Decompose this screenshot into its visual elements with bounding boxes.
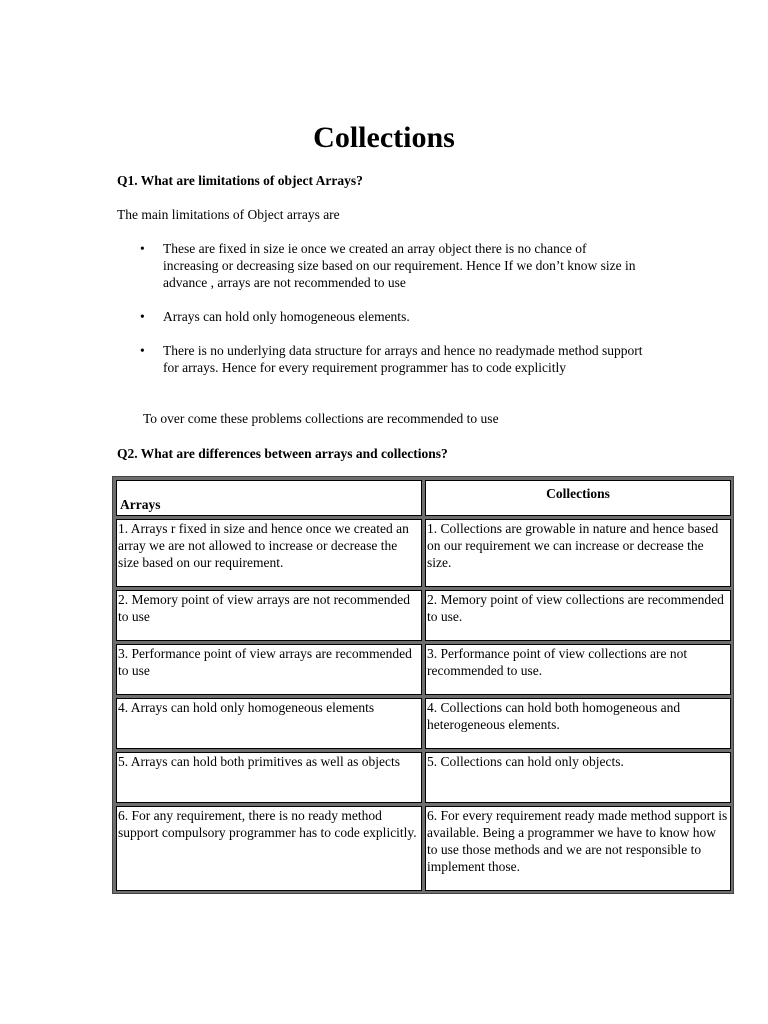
table-header-arrays — [116, 480, 422, 516]
bullet-item-1 — [140, 240, 640, 292]
table-cell-arrays-5: 5. Arrays can hold both primitives as well as objects — [116, 752, 422, 803]
table-cell-collections-3: 3. Performance point of view collections are not recommended to use. — [425, 644, 731, 695]
bullet-dot-icon: • — [140, 343, 145, 358]
table-cell-collections-6: 6. For every requirement ready made method support is available. Being a programmer we have to know how to use those methods and we are not responsible to implement those. — [425, 806, 731, 891]
comparison-table — [112, 476, 734, 894]
bullet-item-3 — [140, 342, 643, 394]
bullet-text: There is no underlying data structure for arrays and hence no readymade method support for arrays. Hence for every requirement programmer has to code explicitly — [163, 343, 643, 375]
table-header-collections — [425, 480, 731, 516]
bullet-dot-icon: • — [140, 309, 145, 324]
bullet-dot-icon: • — [140, 241, 145, 256]
bullet-item-2 — [140, 308, 640, 326]
table-cell-arrays-1: 1. Arrays r fixed in size and hence once we created an array we are not allowed to increase or decrease the size based on our requirement. — [116, 519, 422, 587]
table-cell-arrays-4: 4. Arrays can hold only homogeneous elements — [116, 698, 422, 749]
table-header-label: Collections — [546, 486, 610, 501]
table-cell-arrays-3: 3. Performance point of view arrays are recommended to use — [116, 644, 422, 695]
table-cell-arrays-2: 2. Memory point of view arrays are not recommended to use — [116, 590, 422, 641]
table-cell-collections-2: 2. Memory point of view collections are recommended to use. — [425, 590, 731, 641]
table-cell-collections-5: 5. Collections can hold only objects. — [425, 752, 731, 803]
question-1-heading: Q1. What are limitations of object Arrays? — [117, 173, 363, 188]
table-cell-collections-1: 1. Collections are growable in nature and hence based on our requirement we can increase or decrease the size. — [425, 519, 731, 587]
question-2-heading: Q2. What are differences between arrays and collections? — [117, 446, 448, 461]
question-1-intro: The main limitations of Object arrays are — [117, 207, 340, 222]
table-cell-arrays-6: 6. For any requirement, there is no ready method support compulsory programmer has to code explicitly. — [116, 806, 422, 891]
bullet-text: These are fixed in size ie once we created an array object there is no chance of increasing or decreasing size based on our requirement. Hence If we don’t know size in advance , arrays are not recommended to use — [163, 241, 636, 290]
question-1-conclusion: To over come these problems collections are recommended to use — [143, 411, 499, 426]
document-title: Collections — [313, 121, 455, 154]
table-header-label: Arrays — [120, 497, 161, 512]
bullet-text: Arrays can hold only homogeneous elements. — [163, 309, 410, 324]
table-cell-collections-4: 4. Collections can hold both homogeneous and heterogeneous elements. — [425, 698, 731, 749]
